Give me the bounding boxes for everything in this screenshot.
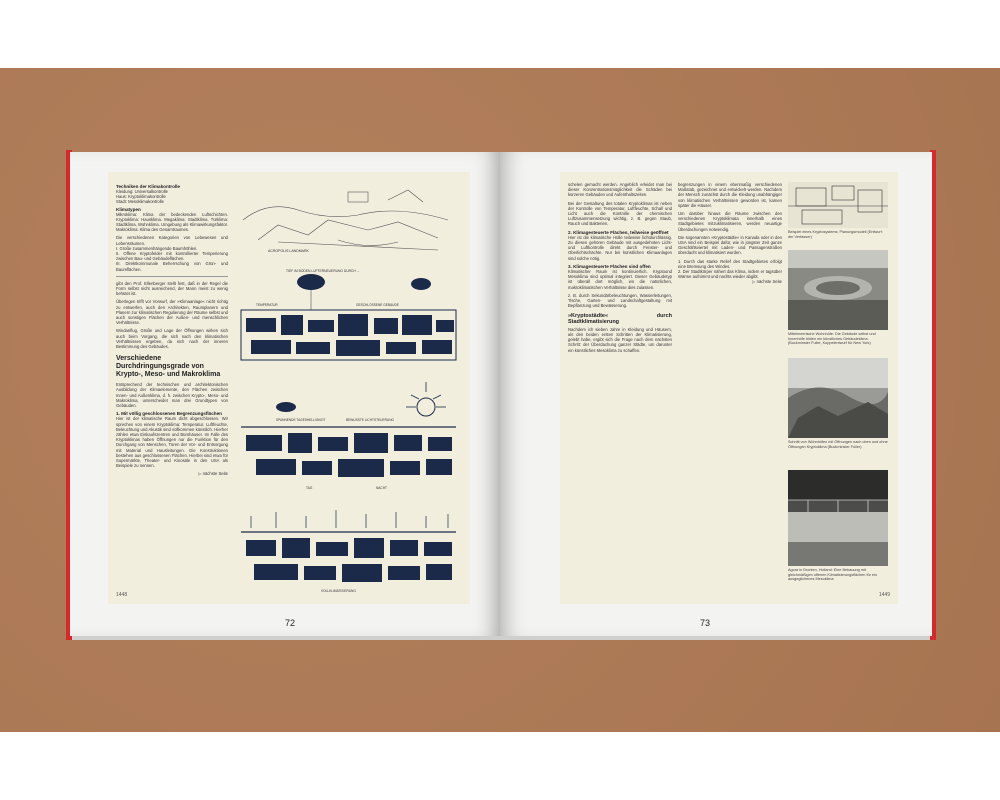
paragraph: Überlegen trifft vor Vorwurf, der »Klimaanlage« nicht richtig zu entwerfen, auch den Architekten, Raumplanern und Planern zur klimatischen Regulierung der Räume selbst und auch sonstigen Flächen der Außen- und menschlichen Verhältnisse. bbox=[116, 299, 228, 326]
box-heading: Techniken der Klimakontrolle bbox=[116, 184, 180, 189]
right-column-1 bbox=[568, 182, 672, 356]
heading-2: 2. Klimagesteuerte Flächen, teilweise geöffnet bbox=[568, 229, 669, 235]
sketch-label: ACROPOLIS LANDMARK bbox=[268, 249, 309, 253]
paragraph: schelen gemacht werden. Angeblich erleidet man bei dieser Konzentrationsmöglichkeit die Schäden bei kürzeren Gebäuden und Aufenthaltszeiten. bbox=[568, 182, 672, 198]
diagram2-label-a: SPANNENDE TAGESHELLIGKEIT bbox=[276, 418, 326, 422]
paragraph: Nachdem ich sieben Jahre in Kleidung und Häusern, als den beiden ersten Schritten der Klimatisierung, gelebt habe, ergibt sich die Frage nach dem nächsten Schritt: der Überdachung ganzer Städte, um darunter ein künstliches Mesoklima zu schaffen. bbox=[568, 326, 672, 353]
diagram-open bbox=[236, 502, 461, 597]
diagram1-label: TIEF IM BODEN LUFTERNEUERUNG DURCH ... bbox=[286, 269, 360, 273]
heading-3: 3. Klimagesteuerte Flächen sind offen bbox=[568, 263, 651, 269]
box-line: Haus: Kryptoklimakontrolle bbox=[116, 194, 166, 200]
diagram3-caption: VOLLKLIMATISIERUNG bbox=[321, 589, 356, 593]
paragraph: Um darüber hinaus die Räume zwischen den verschiedenen Kryptoklimata innerhalb eines Stadtgebietes mitzuklimatisieren, werden neuartige Überdachungen notwendig. bbox=[678, 211, 782, 232]
left-page-number: 72 bbox=[284, 618, 295, 628]
left-page bbox=[70, 152, 500, 636]
photo-landscape-2 bbox=[788, 358, 888, 438]
paragraph: Hier ist die klimatische Hülle teilweise lichtdurchlässig. Zu diesen gehören Gebäude mit ausgedehnten Licht- und Luftkontrolle direkt durch Fenster- und Oberlichtschächte. Nur bei künstlichen Klimaanlagen sind solche nötig. bbox=[568, 234, 672, 261]
left-inner-page-number: 1448 bbox=[116, 592, 128, 598]
caption-3: Schnitt von Wohnhöfen mit Öffnungen nach oben und ohne Öffnungen Kryptoklima (Buckminster Fuller) bbox=[788, 440, 888, 449]
klimatypen-text: Mikroklima: Klima der bedeckenden Luftschichten. Kryptoklima: Hausklima. Megaklima: Stadtklima. Türklima: Stadtklima, Wohnklima. Umgebung als Klimawirkungsfaktor. Makroklima: Klima des Gesamtraumes. bbox=[116, 211, 228, 233]
section-intro: Entsprechend der technischen und architektonischen Ausbildung der Klimaelemente, den Flächen zwischen Innen- und Außenklima, d. h. zwischen Krypto-, Meso- und Makroklima, unterscheidet man drei Grundtypen von Gebäuden. bbox=[116, 382, 228, 409]
left-list bbox=[116, 246, 228, 272]
continue-note: ▷ nächste Seite bbox=[198, 471, 228, 477]
continue-note: ▷ nächste Seite bbox=[752, 279, 782, 285]
right-inner-page-number: 1449 bbox=[878, 592, 890, 598]
diagram1-caption-b: GESCHLOSSENE GEBÄUDE bbox=[356, 303, 399, 307]
klimastufen-text: Die verschiedenen Kategorien von Lebewesen und Lebensräumen. bbox=[116, 235, 228, 246]
caption-2: Mittelmeerische Wohnhöfe: Die Gebäude selbst und Innenhöfe bilden ein künstliches Gebäudeklima (Buckminster Fuller, Kuppelentwurf für New York) bbox=[788, 332, 876, 346]
subsection-text: Hier ist der klimatische Raum dicht abgeschlossen. Wir sprechen von einem Kryptoklima: Temperatur, Luftfeuchte, Beleuchtung und Akustik sind vollkommen künstlich. Hierher zählen etwa Einkaufszentren und Bürohäuser. Im Falle des Kryptoklimas haben Öffnungen nur die Funktion für den Durchgang von Menschen, Türen der Vor- und Entsorgung mit Material und Hausleitungen. Die Konstruktionen bestehen aus geschlossenen Flächen. Hierbei sind etwa für Supermärkte, Theater- und Kinosäle in den USA als Beispiele zu nennen. bbox=[116, 416, 228, 469]
heading-4: »Kryptostädte« durch Stadtklimatisierung bbox=[568, 313, 672, 325]
paragraph: Windanflug, Grüße und Lage der Öffnungen wirken sich auch beim Vorgang, die sich nach den klimatischen Verhältnissen ergeben, da sich nach der inneren Bestimmung des Gebäudes. bbox=[116, 328, 228, 350]
acropolis-sketch bbox=[238, 180, 463, 258]
box-lines bbox=[116, 189, 228, 205]
right-page-sheet bbox=[560, 172, 898, 604]
paragraph: gibt den Prof. Ellenberger stellt fest, daß in der Regel die Form selbst nicht ausreichend, der Mann meist zu wenig behütet ist. bbox=[116, 280, 228, 297]
paragraph: Bei der Gestaltung des totalen Kryptoklimas ist neben der Kontrolle von Temperatur, Luftfeuchte, Schall und Licht auch die Kontrolle der chemischen Luftzusammensetzung wichtig, z. B. gegen Staub, Rauch und Bakterien. bbox=[568, 200, 672, 227]
right-page-number: 73 bbox=[699, 618, 710, 628]
subsection-heading: 1. Mit völlig geschlossenen Begrenzungsflächen bbox=[116, 411, 222, 417]
right-column-2 bbox=[678, 182, 782, 285]
box-line: Stadt: Mesoklimakontrolle bbox=[116, 199, 164, 205]
plan-drawing bbox=[788, 182, 888, 228]
paragraph: begrenzungen in einem ebenmaßig verschiedenen Maßstab, gezeichnet und entwickelt werden. Nachdem der Mensch zunächst durch die Kleidung unabhängiger von klimatischen Verhältnissen geworden ist, kamen später die Häuser. bbox=[678, 182, 782, 208]
caption-4: Agora in Dronten, Holland: Eine Bebauung mit gleichmäßigen offenen Klimatisierungsflächen für ein ausgeglichenes Mesoklima bbox=[788, 568, 877, 582]
diagram2-caption-a: TAG bbox=[306, 486, 313, 490]
right-page bbox=[500, 152, 932, 636]
diagram-enclosed bbox=[236, 260, 461, 370]
list-item: I. Große zusammenhängende Baumhöhlen. bbox=[116, 245, 198, 251]
box-line: Kleidung: Universalkontrolle bbox=[116, 189, 168, 194]
divider bbox=[116, 276, 228, 277]
photo-landscape-1 bbox=[788, 250, 888, 330]
diagram1-caption-a: TEMPERATUR bbox=[256, 303, 278, 307]
page-stack-edge bbox=[72, 636, 930, 640]
list-item: II. Offene Kryptofelder mit kontrollierter Temperierung zwischen Bau- und Gebäudeflächen. bbox=[116, 251, 228, 262]
right-list bbox=[678, 259, 782, 280]
photo-agora bbox=[788, 470, 888, 566]
diagram2-caption-b: NACHT bbox=[376, 486, 387, 490]
diagram2-label-b: BEWUSSTE LICHTSTEUERUNG bbox=[346, 418, 394, 422]
paragraph: Klimatischer Raum ist kontinuierlich. Kryptound Mesoklima sind optimal integriert. Dieser Gebäudetyp ist überall dort möglich, wo die natürlichen, makroklimatischen Verhältnisse dies zulassen. bbox=[568, 269, 672, 290]
list-item: III. Direktkommunale Beherrschung von Grün- und Baumflächen. bbox=[116, 261, 228, 272]
paragraph: Die sogenannten »Kryptostädte« in Kanada oder in den USA sind ein Beispiel dafür, wie in jüngster Zeit ganze Geschäftsviertel mit Laden- und Passagenstraßen überdacht und klimatisiert wurden. bbox=[678, 234, 782, 256]
list-item: 2. Der Stadtkörper nähert das Klima, indem er tagsüber Wärme aufnimmt und nachts wieder abgibt. bbox=[678, 269, 782, 280]
section-heading: Verschiedene Durchdringungsgrade von Krypto-, Meso- und Makroklima bbox=[116, 355, 221, 379]
left-page-sheet bbox=[108, 172, 470, 604]
left-text-column bbox=[116, 184, 228, 477]
caption-1: Beispiel eines Kryptosystems: Planungsmodell (Entwurf: der Verfasser) bbox=[788, 230, 883, 239]
paragraph: z. B. durch Sekundärbeleuchtungen, Wasserleitungen, Tische, Garten- und Landschaftgestaltung mit Bepflanzung und Bewässerung. bbox=[568, 292, 672, 309]
diagram-partial-open bbox=[236, 377, 461, 497]
list-item: 1. Durch das starke Relief des Stadtgebietes erfolgt eine Bremsung des Windes. bbox=[678, 258, 782, 269]
klimatypen-heading: Klimatypen bbox=[116, 206, 141, 212]
